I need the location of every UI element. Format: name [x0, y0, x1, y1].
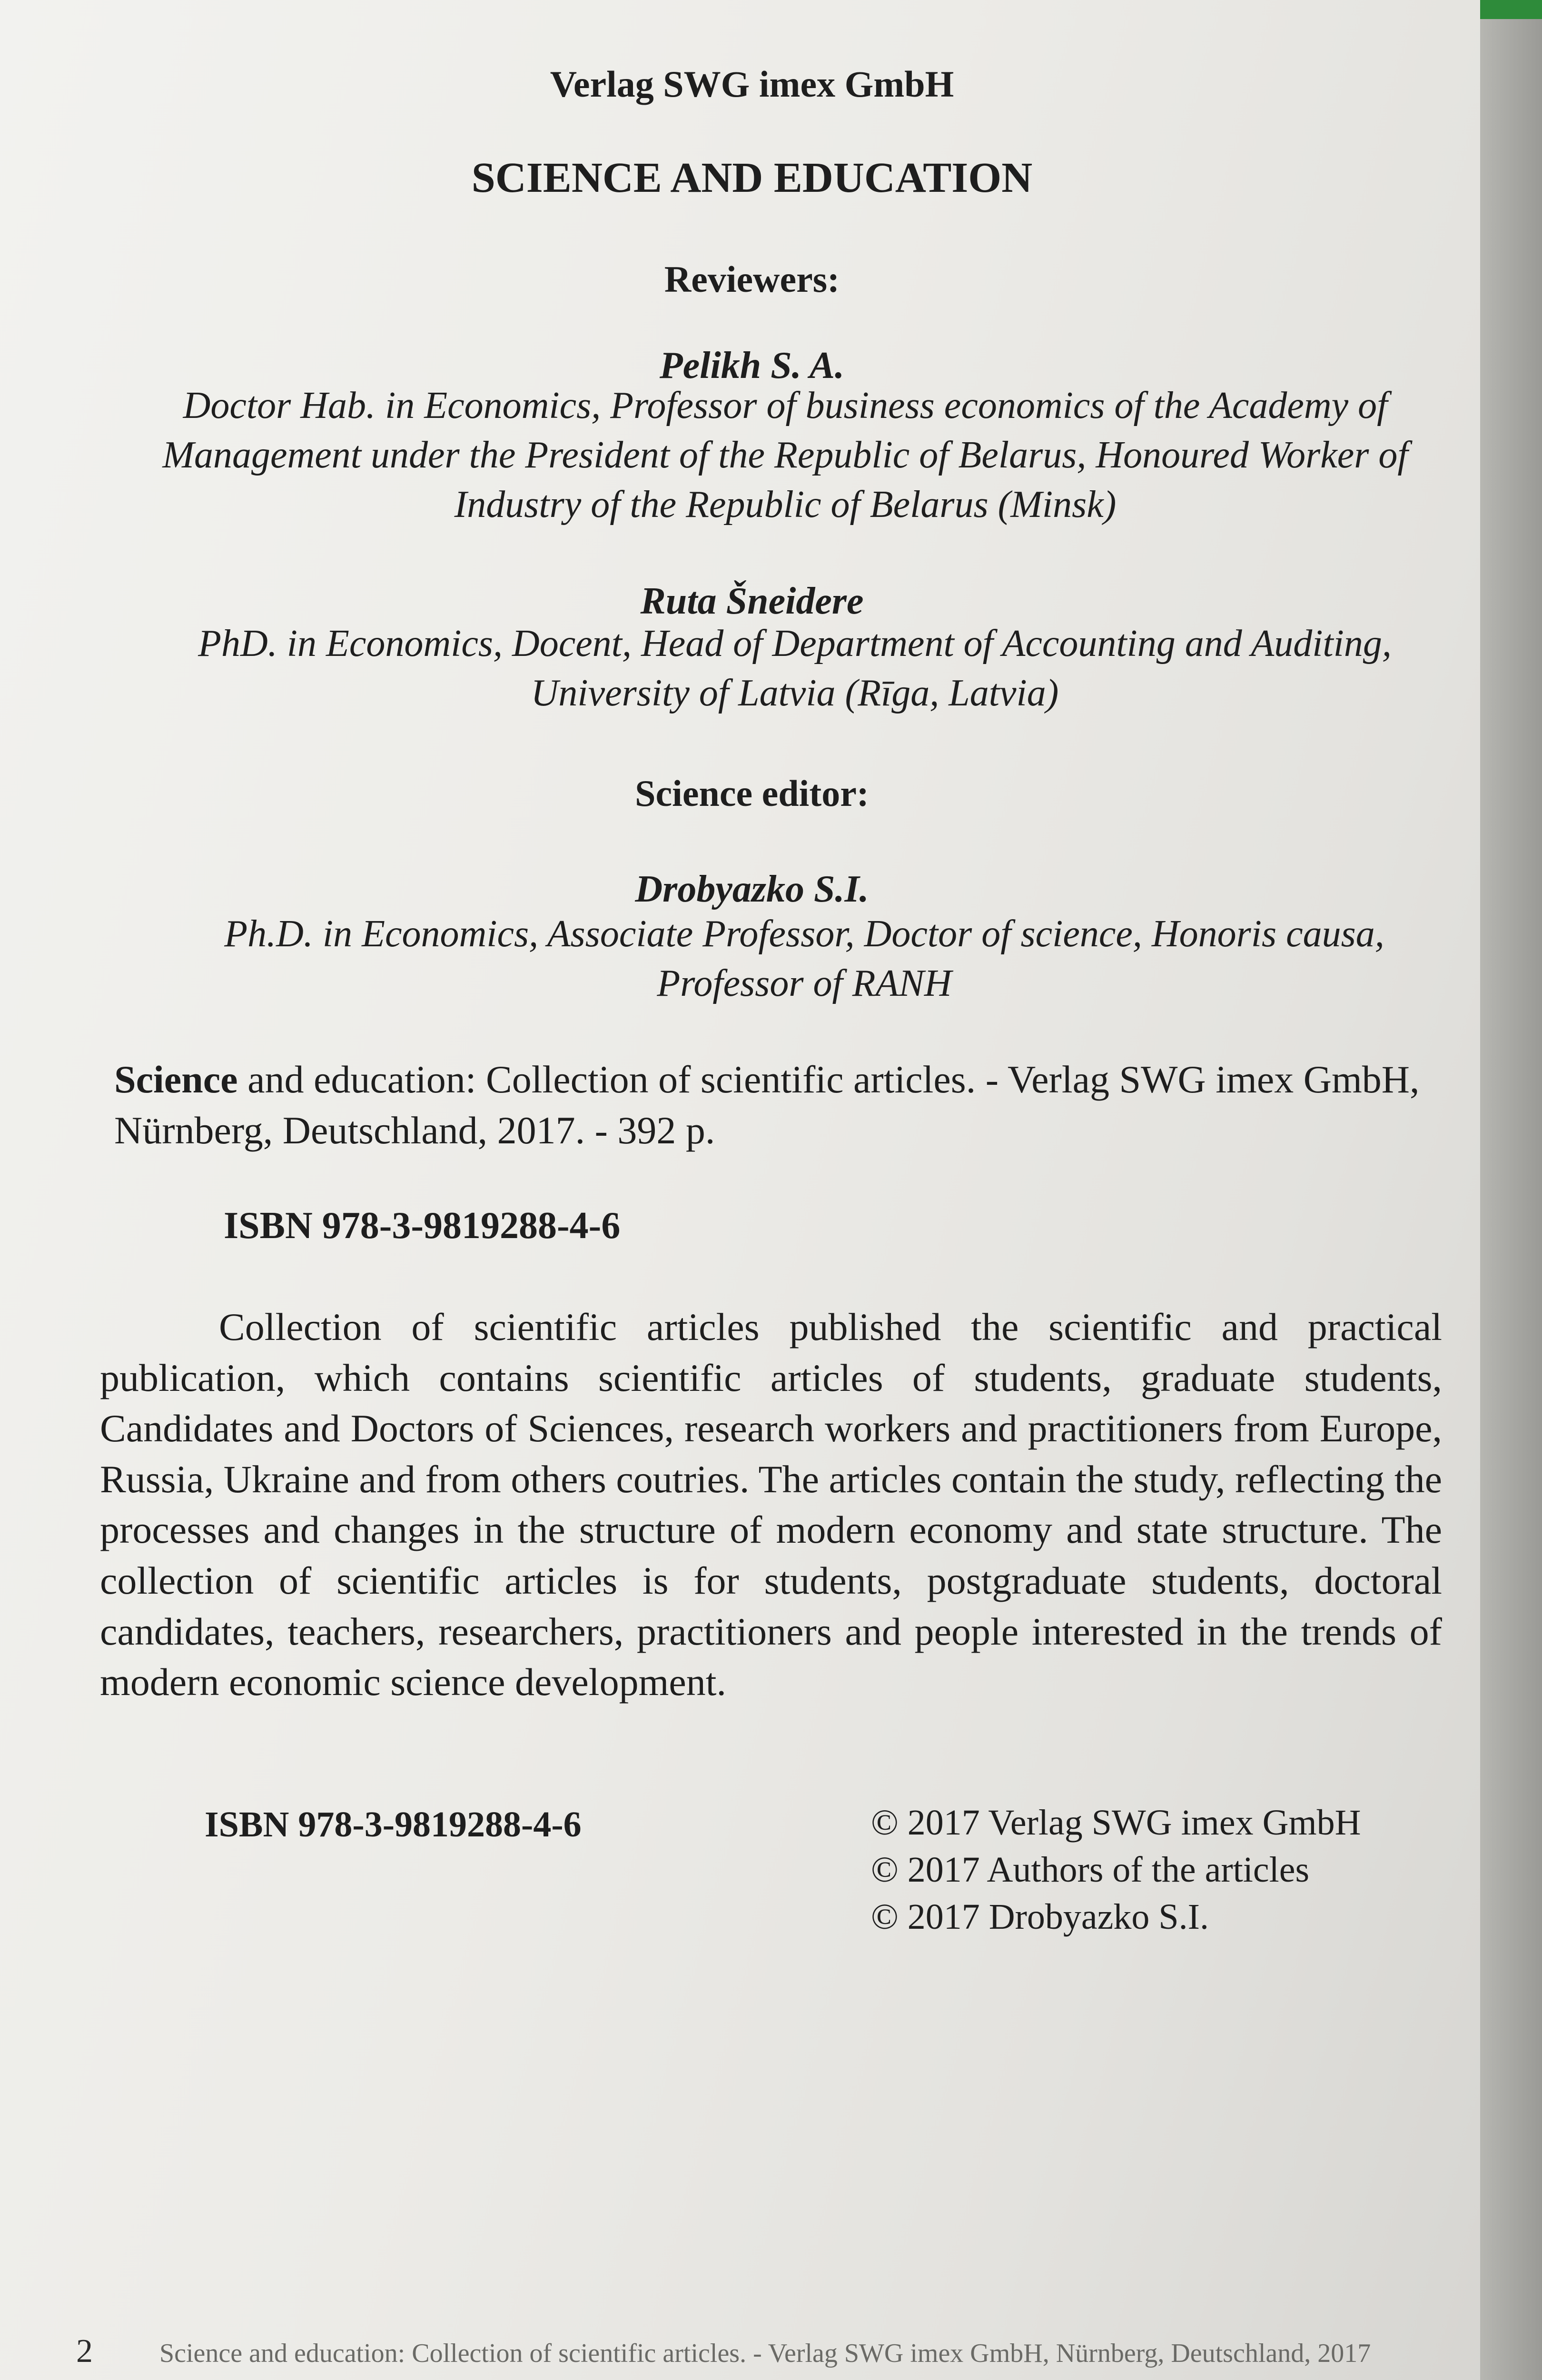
book-title: SCIENCE AND EDUCATION	[471, 154, 1033, 201]
copyright-line: © 2017 Drobyazko S.I.	[871, 1896, 1209, 1937]
editor-label: Science editor:	[635, 773, 869, 814]
editor-name: Drobyazko S.I.	[635, 868, 869, 910]
abstract: Collection of scientific articles published the scientific and practical publication, which contains scientific articles of students, graduate students, Candidates and Doctors of Sciences, research workers and practitioners from Europe, Russia, Ukraine and from others coutries. The articles contain the study, reflecting the processes and changes in the structure of modern economy and state structure. The collection of scientific articles is for students, postgraduate students, doctoral candidates, teachers, researchers, practitioners and people interested in the trends of modern economic science development.	[100, 1305, 1442, 1704]
page-number: 2	[76, 2333, 93, 2370]
citation-rest: and education: Collection of scientific articles. - Verlag SWG imex GmbH, Nürnberg, Deutschland, 2017. - 392 p.	[114, 1058, 1420, 1152]
page-footer	[76, 2332, 1480, 2370]
reviewers-label: Reviewers:	[664, 258, 840, 300]
isbn-top: ISBN 978-3-9819288-4-6	[224, 1205, 621, 1247]
reviewer-1-name: Pelikh S. A.	[659, 345, 845, 387]
reviewer-1-description: Doctor Hab. in Economics, Professor of business economics of the Academy of Management under the President of the Republic of Belarus, Honoured Worker of Industry of the Republic of Belarus (Minsk)	[162, 385, 1408, 526]
running-footer: Science and education: Collection of scientific articles. - Verlag SWG imex GmbH, Nürnberg, Deutschland, 2017	[159, 2339, 1371, 2368]
reviewer-2-description: PhD. in Economics, Docent, Head of Department of Accounting and Auditing, University of Latvia (Rīga, Latvia)	[198, 623, 1392, 714]
reviewer-2-name: Ruta Šneidere	[640, 580, 864, 622]
citation	[114, 1054, 1437, 1156]
copyright-line: © 2017 Verlag SWG imex GmbH	[871, 1803, 1361, 1843]
editor-description: Ph.D. in Economics, Associate Professor, Doctor of science, Honoris causa, Professor of RANH	[224, 913, 1384, 1004]
citation-lead: Science	[114, 1058, 238, 1101]
copyright-line: © 2017 Authors of the articles	[871, 1849, 1310, 1890]
copyright-block	[871, 1799, 1361, 1940]
publisher-name: Verlag SWG imex GmbH	[550, 63, 954, 105]
isbn-bottom: ISBN 978-3-9819288-4-6	[205, 1805, 582, 1844]
